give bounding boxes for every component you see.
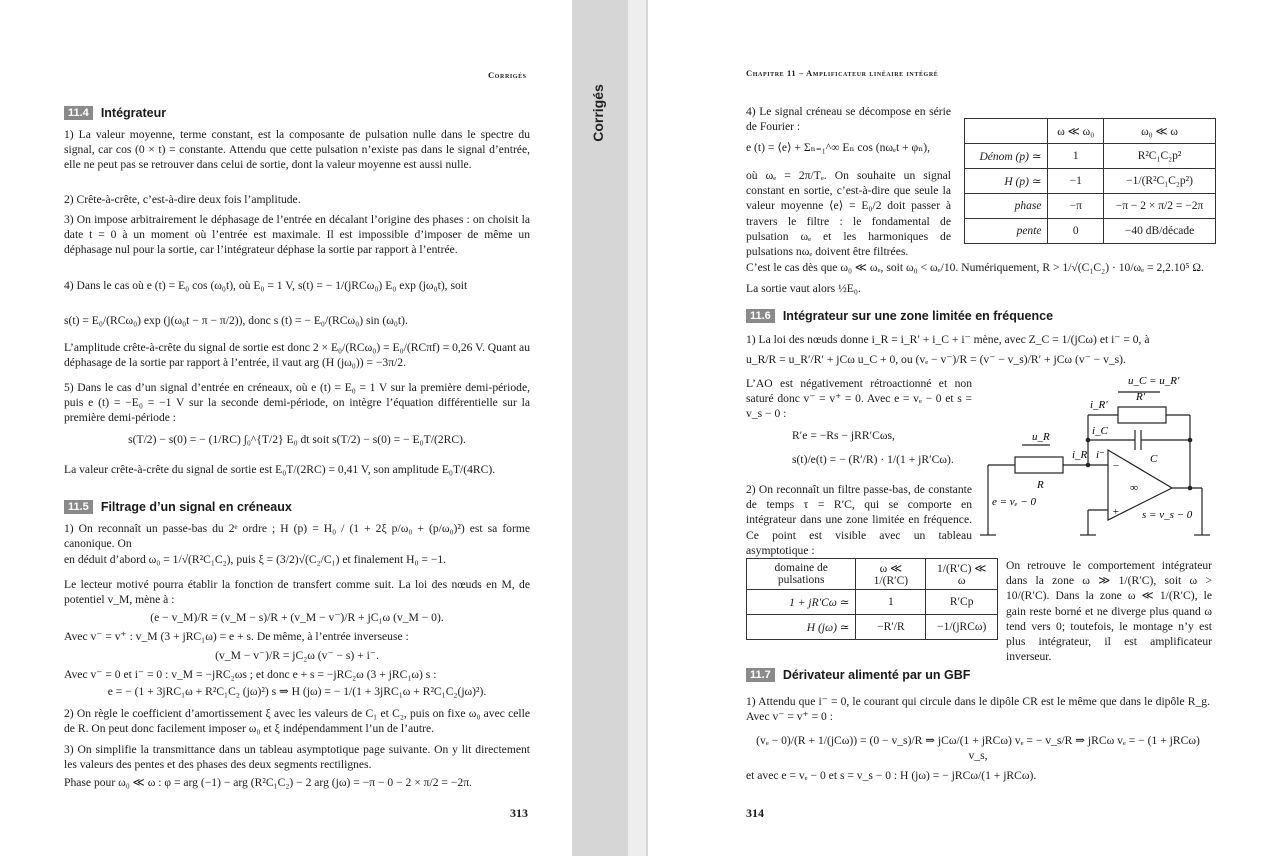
table1-cell: −1/(R²C₁C₂p²) <box>1104 169 1216 194</box>
s115-equation-3: e = − (1 + 3jRC₁ω + R²C₁C₂ (jω)²) s ⇒ H (jω) = − 1/(1 + 3jRC₁ω + R²C₁C₂(jω)²). <box>107 685 487 698</box>
s114-p4b: s(t) = E₀/(RCω₀) exp (j(ω₀t − π − π/2)), donc s (t) = − E₀/(RCω₀) sin (ω₀t). <box>64 314 408 327</box>
section-title: Intégrateur <box>100 106 167 120</box>
s116-p1a: 1) La loi des nœuds donne i_R = i_R′ + i_C + i⁻ mène, avec Z_C = 1/(jCω) et i⁻ = 0, à <box>746 333 1150 346</box>
s114-p2: 2) Crête-à-crête, c’est-à-dire deux fois l’amplitude. <box>64 193 301 206</box>
table1-cell: 1 <box>1048 144 1104 169</box>
section-11-7-heading <box>746 668 970 682</box>
s116-p1c: L’AO est négativement rétroactionné et non saturé donc v⁻ = v⁺ = 0. Avec e = vₑ − 0 et s = v_s − 0 : <box>746 377 972 421</box>
table1-cell: −π <box>1048 194 1104 219</box>
label-iR: i_R <box>1072 449 1088 461</box>
table2-header-2: 1/(R′C) ≪ ω <box>926 559 998 590</box>
label-plus: + <box>1112 506 1120 518</box>
table1-header-2: ω₀ ≪ ω <box>1104 119 1216 144</box>
s115-p1c: Le lecteur motivé pourra établir la fonction de transfert comme suit. La loi des nœuds en M, de potentiel v_M, mène à : <box>64 578 530 607</box>
table2-cell: 1 + jR′Cω ≃ <box>747 590 856 615</box>
s116-p2: 2) On reconnaît un filtre passe-bas, de constante de temps τ = R′C, qui se comporte en intégrateur dans une zone limitée en fréquence. Ce point est visible avec un tableau asymptotique : <box>746 483 972 557</box>
section-title: Dérivateur alimenté par un GBF <box>782 668 971 682</box>
s114-p5-equation: s(T/2) − s(0) = − (1/RC) ∫₀^{T/2} E₀ dt soit s(T/2) − s(0) = − E₀T/(2RC). <box>128 433 466 446</box>
table2-cell: R′Cp <box>926 590 998 615</box>
table2-header-0: domaine de pulsations <box>747 559 856 590</box>
s114-p4a: 4) Dans le cas où e (t) = E₀ cos (ω₀t), où E₀ = 1 V, s(t) = − 1/(jRCω₀) E₀ exp (jω₀t), soit <box>64 279 468 292</box>
section-11-4-heading <box>64 106 166 120</box>
s117-p1a: 1) Attendu que i⁻ = 0, le courant qui circule dans le dipôle CR est le même que dans le dipôle R_g. Avec v⁻ = v⁺ = 0 : <box>746 695 1210 724</box>
section-title: Intégrateur sur une zone limitée en fréquence <box>782 309 1054 323</box>
label-iR-prime: i_R′ <box>1090 399 1108 411</box>
s4-p4c: C’est le cas dès que ω₀ ≪ ωₑ, soit ω₀ < ωₑ/10. Numériquement, R > 1/√(C₁C₂) · 10/ωₑ = 2,2.10⁵ Ω. <box>746 261 1204 274</box>
s117-p1b: et avec e = vₑ − 0 et s = v_s − 0 : H (jω) = − jRCω/(1 + jRCω). <box>746 769 1037 782</box>
s115-p2: 2) On règle le coefficient d’amortissement ξ avec les valeurs de C₁ et C₂, puis on fixe ω₀ avec celle de R. On peut donc facilement imposer ω₀ et ξ indépendamment l’un de l’autre. <box>64 707 530 736</box>
s116-p1b: u_R/R = u_R′/R′ + jCω u_C + 0, ou (vₑ − v⁻)/R = (v⁻ − v_s)/R′ + jCω (v⁻ − v_s). <box>746 353 1126 366</box>
integrator-circuit-diagram <box>980 370 1216 560</box>
section-number: 11.6 <box>746 309 775 323</box>
s4-p4d: La sortie vaut alors ½E₀. <box>746 282 861 295</box>
table1-cell: −π − 2 × π/2 = −2π <box>1104 194 1216 219</box>
table2-cell: −R′/R <box>856 615 926 640</box>
s4-fourier-equation: e (t) = ⟨e⟩ + Σₙ₌₁^∞ Eₙ cos (nωₑt + φₙ), <box>746 141 931 154</box>
s116-p2b: On retrouve le comportement intégrateur dans la zone ω ≫ 1/(R′C), soit ω > 10/(R′C). Dans la zone ω ≪ 1/(R′C), le gain reste borné et ne diverge plus quand ω tend vers 0; toutefois, le montage n’y est plus intégrateur, il est amplificateur inverseur. <box>1006 559 1212 664</box>
s116-equation-2: s(t)/e(t) = − (R′/R) · 1/(1 + jR′Cω). <box>792 453 954 466</box>
label-uR: u_R <box>1032 431 1050 443</box>
s114-p5a: 5) Dans le cas d’un signal d’entrée en créneaux, où e (t) = E₀ = 1 V sur la première demi-période, puis e (t) = −E₀ = −1 V sur la seconde demi-période, on intègre l’équation différentielle sur la première demi-période : <box>64 381 530 425</box>
page-number-right: 314 <box>746 806 764 820</box>
s4-p4a: 4) Le signal créneau se décompose en série de Fourier : <box>746 105 951 134</box>
left-page <box>0 0 572 856</box>
s115-p1a: 1) On reconnaît un passe-bas du 2ᵉ ordre ; H (p) = H₀ / (1 + 2ξ p/ω₀ + (p/ω₀)²) est sa forme canonique. On <box>64 522 530 551</box>
section-number: 11.4 <box>64 106 93 120</box>
table2-cell: H (jω) ≃ <box>747 615 856 640</box>
label-minus: − <box>1112 460 1120 472</box>
label-infinity: ∞ <box>1130 482 1138 494</box>
page-spine <box>628 0 646 856</box>
asymptotic-table-1 <box>964 118 1216 244</box>
table1-cell: −40 dB/décade <box>1104 219 1216 244</box>
s116-equation-1: R′e = −Rs − jRR′Cωs, <box>792 429 895 442</box>
table2-header-1: ω ≪ 1/(R′C) <box>856 559 926 590</box>
table1-header-1: ω ≪ ω₀ <box>1048 119 1104 144</box>
left-gutter <box>572 0 628 856</box>
label-R: R <box>1037 479 1044 491</box>
table1-cell: 0 <box>1048 219 1104 244</box>
s114-p1: 1) La valeur moyenne, terme constant, est la composante de pulsation nulle dans le spectre du signal, car cos (0 × t) = constante. Attendu que cette pulsation n’existe pas dans le signal d’entrée, elle ne peut pas se retrouver dans celui de sortie, dont la valeur moyenne est aussi nulle. <box>64 128 530 172</box>
s115-equation-2: (v_M − v⁻)/R = jC₂ω (v⁻ − s) + i⁻. <box>215 649 379 662</box>
section-11-5-heading <box>64 500 292 514</box>
chapter-tab-left: Corrigés <box>590 84 606 142</box>
s115-p4: Phase pour ω₀ ≪ ω : φ = arg (−1) − arg (R²C₁C₂) − 2 arg (jω) = −π − 0 − 2 × π/2 = −2π. <box>64 776 472 789</box>
label-s: s = v_s − 0 <box>1142 509 1193 521</box>
section-title: Filtrage d’un signal en créneaux <box>100 500 292 514</box>
table1-cell: −1 <box>1048 169 1104 194</box>
table1-header-0 <box>965 119 1048 144</box>
table1-cell: R²C₁C₂p² <box>1104 144 1216 169</box>
s115-p1d: Avec v⁻ = v⁺ : v_M (3 + jRC₁ω) = e + s. De même, à l’entrée inverseuse : <box>64 630 409 643</box>
table1-cell: phase <box>965 194 1048 219</box>
label-iminus: i⁻ <box>1096 449 1105 461</box>
label-e: e = vₑ − 0 <box>992 496 1036 508</box>
asymptotic-table-2 <box>746 558 998 640</box>
s4-p4b: où ωₑ = 2π/Tₑ. On souhaite un signal constant en sortie, c’est-à-dire que seule la valeur moyenne ⟨e⟩ = E₀/2 doit passer à travers le filtre : le fondamental de pulsation ωₑ et les harmoniques de pulsations nωₑ doivent être filtrées. <box>746 169 951 259</box>
right-page <box>648 0 1274 856</box>
section-11-6-heading <box>746 309 1053 323</box>
label-R-prime: R′ <box>1136 391 1146 403</box>
running-head-right: Chapitre 11 – Amplificateur linéaire intégré <box>746 68 939 78</box>
table2-cell: 1 <box>856 590 926 615</box>
section-number: 11.7 <box>746 668 775 682</box>
label-C: C <box>1150 453 1158 465</box>
s115-equation-1: (e − v_M)/R = (v_M − s)/R + (v_M − v⁻)/R + jC₁ω (v_M − 0). <box>150 611 444 624</box>
s114-p3: 3) On impose arbitrairement le déphasage de l’entrée en décalant l’origine des phases : on choisit la date t = 0 à un moment où l’entrée est maximale. Il est impossible d’imposer de même un déphasage nul pour la sortie, car l’intégrateur déphase la sortie par rapport à l’entrée. <box>64 213 530 257</box>
section-number: 11.5 <box>64 500 93 514</box>
table1-cell: pente <box>965 219 1048 244</box>
s114-p5b: La valeur crête-à-crête du signal de sortie est E₀T/(2RC) = 0,41 V, son amplitude E₀T/(4RC). <box>64 463 496 476</box>
page-number-left: 313 <box>510 806 528 820</box>
table2-cell: −1/(jRCω) <box>926 615 998 640</box>
s117-equation: (vₑ − 0)/(R + 1/(jCω)) = (0 − v_s)/R ⇒ jCω/(1 + jRCω) vₑ = − v_s/R ⇒ jRCω vₑ = − (1 + jRCω) v_s, <box>756 734 1200 763</box>
s115-p3: 3) On simplifie la transmittance dans un tableau asymptotique page suivante. On y lit directement les valeurs des pentes et des phases des deux segments rectilignes. <box>64 743 530 772</box>
table1-cell: Dénom (p) ≃ <box>965 144 1048 169</box>
running-head-left: Corrigés <box>488 70 527 80</box>
s115-p1b: en déduit d’abord ω₀ = 1/√(R²C₁C₂), puis ξ = (3/2)√(C₂/C₁) et finalement H₀ = −1. <box>64 553 447 566</box>
table1-cell: H (p) ≃ <box>965 169 1048 194</box>
label-iC: i_C <box>1092 425 1108 437</box>
s114-p4c: L’amplitude crête-à-crête du signal de sortie est donc 2 × E₀/(RCω₀) = E₀/(RCπf) = 0,26 V. Quant au déphasage de la sortie par rapport à l’entrée, il vaut arg (H (jω₀)) = −3π/2. <box>64 341 530 370</box>
label-uC: u_C = u_R′ <box>1128 375 1180 387</box>
s115-p1e: Avec v⁻ = 0 et i⁻ = 0 : v_M = −jRC₂ωs ; et donc e + s = −jRC₂ω (3 + jRC₁ω) s : <box>64 668 437 681</box>
